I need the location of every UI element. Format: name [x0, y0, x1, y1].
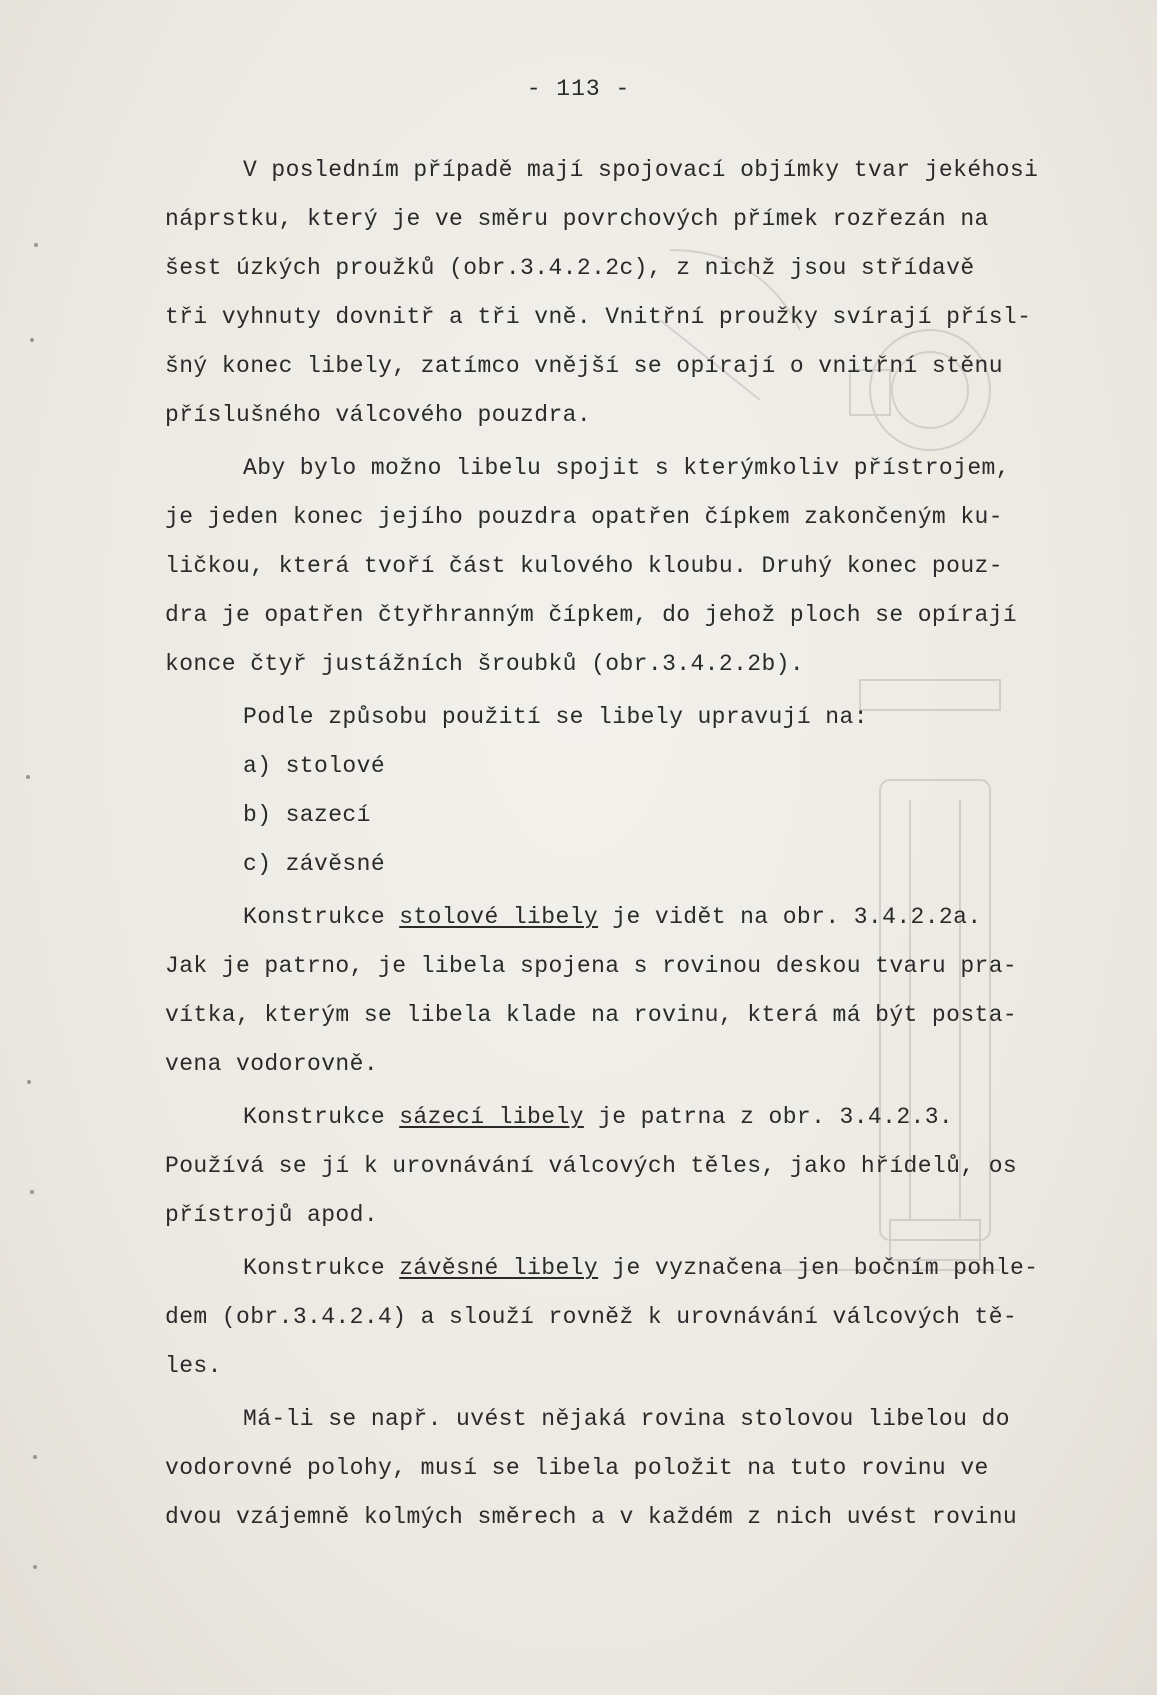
- text-line: Podle způsobu použití se libely upravují na:: [243, 704, 868, 730]
- text-line: dra je opatřen čtyřhranným čípkem, do jehož ploch se opírají: [165, 602, 1018, 628]
- text-line: Má-li se např. uvést nějaká rovina stolovou libelou do: [243, 1406, 1010, 1432]
- text-span: je vidět na obr. 3.4.2.2a.: [598, 904, 982, 930]
- scan-speck: [33, 1565, 37, 1569]
- text-span: je vyznačena jen bočním pohle-: [598, 1255, 1039, 1281]
- text-line: je jeden konec jejího pouzdra opatřen čípkem zakončeným ku-: [165, 504, 1003, 530]
- list-item: c) závěsné: [243, 851, 386, 877]
- text-line: Používá se jí k urovnávání válcových těles, jako hřídelů, os: [165, 1153, 1018, 1179]
- text-line: vítka, kterým se libela klade na rovinu, která má být posta-: [165, 1002, 1018, 1028]
- text-line: ličkou, která tvoří část kulového kloubu. Druhý konec pouz-: [165, 553, 1003, 579]
- underlined-term: stolové libely: [399, 904, 599, 930]
- scan-speck: [33, 1455, 37, 1459]
- text-span: Konstrukce: [243, 904, 400, 930]
- text-line: dem (obr.3.4.2.4) a slouží rovněž k urovnávání válcových tě-: [165, 1304, 1018, 1330]
- scan-speck: [26, 775, 30, 779]
- text-span: Konstrukce: [243, 1255, 400, 1281]
- text-line: přístrojů apod.: [165, 1202, 379, 1228]
- scan-speck: [30, 1190, 34, 1194]
- underlined-term: závěsné libely: [399, 1255, 599, 1281]
- page-number: - 113 -: [526, 76, 631, 102]
- text-line: tři vyhnuty dovnitř a tři vně. Vnitřní proužky svírají přísl-: [165, 304, 1032, 330]
- scan-speck: [34, 243, 38, 247]
- text-line: náprstku, který je ve směru povrchových přímek rozřezán na: [165, 206, 989, 232]
- text-line: [243, 903, 982, 931]
- text-span: je patrna z obr. 3.4.2.3.: [583, 1104, 954, 1130]
- text-line: V posledním případě mají spojovací objímky tvar jekéhosi: [243, 157, 1039, 183]
- text-line: les.: [165, 1353, 222, 1379]
- list-item: b) sazecí: [243, 802, 371, 828]
- text-line: vodorovné polohy, musí se libela položit na tuto rovinu ve: [165, 1455, 989, 1481]
- text-line: dvou vzájemně kolmých směrech a v každém z nich uvést rovinu: [165, 1504, 1018, 1530]
- text-line: vena vodorovně.: [165, 1051, 379, 1077]
- text-line: [243, 1254, 1038, 1282]
- text-span: Konstrukce: [243, 1104, 400, 1130]
- text-line: Aby bylo možno libelu spojit s kterýmkoliv přístrojem,: [243, 455, 1010, 481]
- text-line: Jak je patrno, je libela spojena s rovinou deskou tvaru pra-: [165, 953, 1018, 979]
- underlined-term: sázecí libely: [399, 1104, 584, 1130]
- text-line: příslušného válcového pouzdra.: [165, 402, 592, 428]
- text-line: šný konec libely, zatímco vnější se opírají o vnitřní stěnu: [165, 353, 1003, 379]
- text-line: šest úzkých proužků (obr.3.4.2.2c), z nichž jsou střídavě: [165, 255, 975, 281]
- scan-speck: [27, 1080, 31, 1084]
- text-line: [243, 1103, 953, 1131]
- scan-speck: [30, 338, 34, 342]
- text-line: konce čtyř justážních šroubků (obr.3.4.2.2b).: [165, 651, 805, 677]
- list-item: a) stolové: [243, 753, 386, 779]
